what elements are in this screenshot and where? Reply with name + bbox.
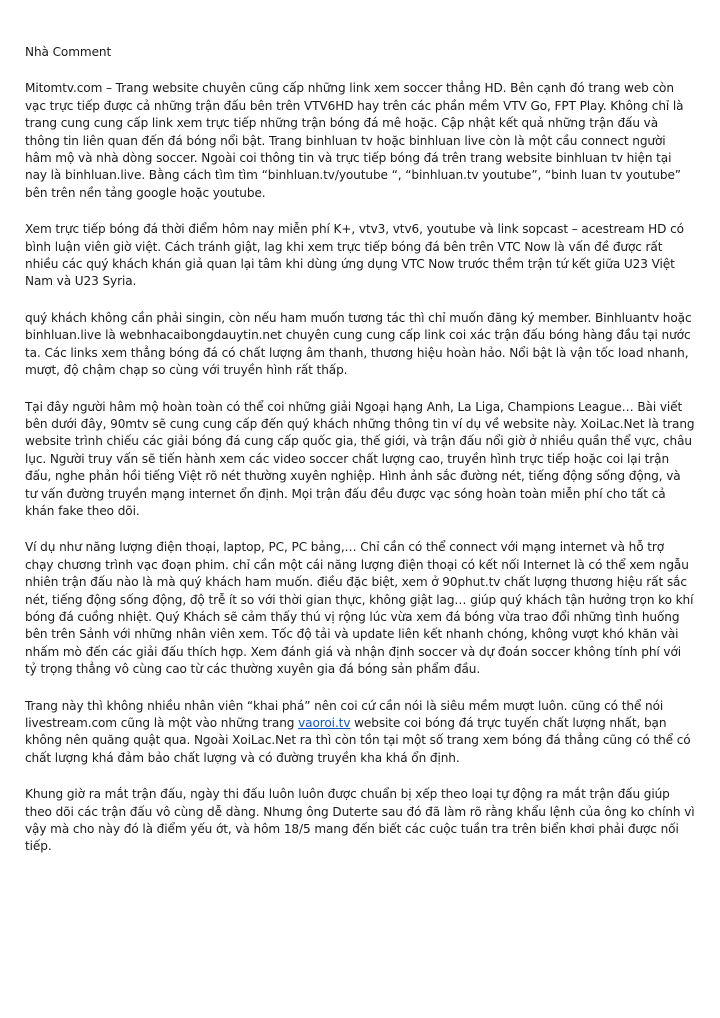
document-body xyxy=(25,44,695,875)
paragraph-mitomtv-intro: Mitomtv.com – Trang website chuyên cũng cấp những link xem soccer thẳng HD. Bên cạnh đó trang web còn vạc trực tiếp được cả những trận đấu bên trên VTV6HD hay trên các phần mềm VTV Go, FPT Play. Không chỉ là trang cung cung cấp link xem trực tiếp những trận bóng đá mê hoặc. Cập nhật kết quả những trận đấu và thông tin liên quan đến đá bóng nổi bật. Trang binhluan tv hoặc binhluan live còn là một cầu connect người hâm mộ và nhà dòng soccer. Ngoài coi thông tin và trực tiếp bóng đá trên trang website binhluan tv hiện tại nay là binhluan.live. Bằng cách tìm tìm “binhluan.tv/youtube “, “binhluan.tv youtube”, “binh luan tv youtube” bên trên nền tảng google hoặc youtube. xyxy=(25,81,684,200)
page-title: Nhà Comment xyxy=(25,45,112,59)
paragraph-registration: quý khách không cần phải singin, còn nếu ham muốn tương tác thì chỉ muốn đăng ký member. Binhluantv hoặc binhluan.live là webnhacaibongdauytin.net chuyên cung cung cấp link coi xác trận đấu bóng hàng đầu tại nước ta. Các links xem thẳng bóng đá có chất lượng âm thanh, thương hiệu hoàn hảo. Nổi bật là vận tốc load nhanh, mượt, độ chậm chạp so cùng với truyền hình rất thấp. xyxy=(25,310,692,378)
paragraph-text: website coi bóng đá trực tuyến chất lượng nhất, bạn không nên quăng quật qua. Ngoài XoiLac.Net ra thì còn tồn tại một số trang xem bóng đá thẳng cũng có thể có chất lượng khá đảm bảo chất lượng và có đường truyền kha khá ổn định. xyxy=(25,716,691,765)
paragraph-other-sites xyxy=(25,698,695,768)
paragraph-live-streaming: Xem trực tiếp bóng đá thời điểm hôm nay miễn phí K+, vtv3, vtv6, youtube và link sopcast – acestream HD có bình luận viên giờ việt. Cách tránh giật, lag khi xem trực tiếp bóng đá bên trên VTC Now là vấn đề được rất nhiều các quý khách khán giả quan lại tâm khi dùng ứng dụng VTC Now trước thềm trận tứ kết giữa U23 Việt Nam và U23 Syria. xyxy=(25,222,684,289)
paragraph-leagues: Tại đây người hâm mộ hoàn toàn có thể coi những giải Ngoại hạng Anh, La Liga, Champions League… Bài viết bên dưới đây, 90mtv sẽ cung cung cấp đến quý khách những thông tin ví dụ về website này. XoiLac.Net là trang website trình chiếu các giải bóng đá cung cấp quốc gia, thế giới, và trận đấu nổi giờ ở nhiều quần thể vực, châu lục. Người truy vấn sẽ tiến hành xem các video soccer chất lượng cao, truyền hình trực tiếp hoặc coi lại trận đấu, nghe phản hồi tiếng Việt rõ nét thường xuyên nghiệp. Hình ảnh sắc đường nét, tiếng động sống động, và tư vấn đường truyền mạng internet ổn định. Mọi trận đấu đều được vạc sóng hoàn toàn miễn phí cho tất cả khán fake theo dõi. xyxy=(25,399,695,518)
paragraph-schedule: Khung giờ ra mắt trận đấu, ngày thi đấu luôn luôn được chuẩn bị xếp theo loại tự động ra mắt trận đấu giúp theo dõi các trận đấu vô cùng dễ dàng. Nhưng ông Duterte sau đó đã làm rõ rằng khẩu lệnh của ông ko chính vì vậy mà cho này đó là điểm yếu ớt, và hôm 18/5 mang đến biết các cuộc tuần tra trên biển khơi phải được nối tiếp. xyxy=(25,787,695,854)
paragraph-text: Trang này thì không nhiều nhân viên “khai phá” nên coi cứ cần nói là siêu mềm mượt luôn. cũng có thể nói livestream.com cũng là một vào những trang xyxy=(25,698,664,730)
vaoroi-link[interactable]: vaoroi.tv xyxy=(298,716,351,730)
paragraph-devices: Ví dụ như năng lượng điện thoại, laptop, PC, PC bảng,… Chỉ cần có thể connect với mạng internet và hỗ trợ chạy chương trình vạc đoạn phim. chỉ cần một cái năng lượng điện thoại có kết nối Internet là có thể xem ngẫu nhiên trận đấu nào là mà quý khách ham muốn. điều đặc biệt, xem ở 90phut.tv chất lượng thương hiệu rất sắc nét, tiếng động sống động, độ trễ ít so với thời gian thực, không giật lag… giúp quý khách tận hưởng trọn ko khí bóng đá cuồng nhiệt. Quý Khách sẽ cảm thấy thú vị rộng lúc vừa xem đá bóng vừa trao đổi những tình huống bên trên Sảnh với những nhân viên xem. Tốc độ tải và update liên kết nhanh chóng, không vượt khó khăn vài nhấm mò đến các giải đấu thích hợp. Xem đánh giá và nhận định soccer và dự đoán soccer không tính phí với tỷ trọng thẳng vô cùng cao từ các thường xuyên gia đá bóng sản phẩm đầu. xyxy=(25,540,694,677)
